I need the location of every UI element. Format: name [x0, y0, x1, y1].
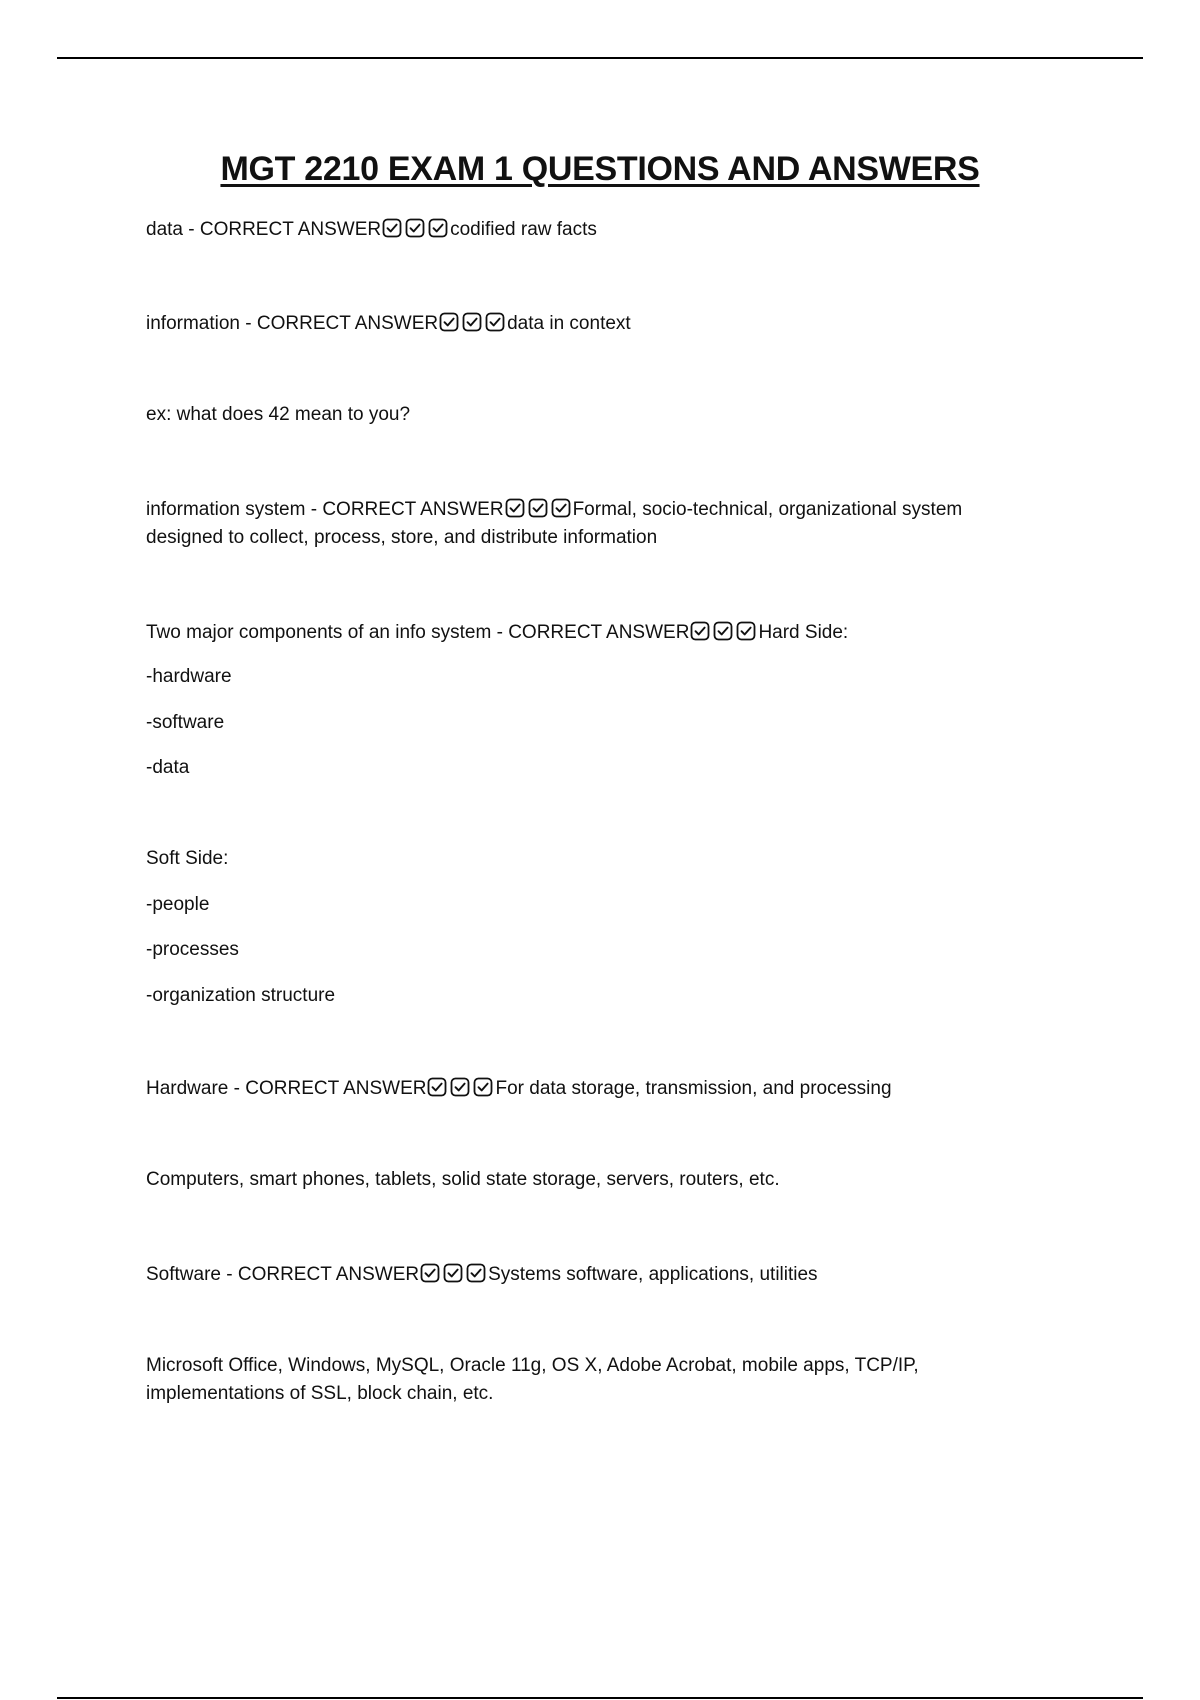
list-item: -data — [146, 757, 190, 778]
checkbox-check-icon — [443, 1263, 463, 1283]
checkbox-check-icon — [713, 621, 733, 641]
answer-separator: - CORRECT ANSWER — [305, 499, 504, 520]
list-item: -hardware — [146, 666, 232, 687]
checkbox-check-icon — [551, 498, 571, 518]
list-item: -software — [146, 712, 225, 733]
checkbox-check-icon — [473, 1077, 493, 1097]
term: information system — [146, 499, 306, 520]
term: Hardware — [146, 1078, 229, 1099]
text-line: implementations of SSL, block chain, etc. — [146, 1383, 494, 1404]
answer: Hard Side: — [758, 622, 849, 643]
qa-line-data — [146, 216, 1046, 247]
check-group — [419, 1263, 488, 1292]
qa-line-software — [146, 1261, 1046, 1292]
checkbox-check-icon — [485, 312, 505, 332]
check-group — [381, 218, 450, 247]
qa-line-information-system — [146, 496, 1046, 527]
text-line: ex: what does 42 mean to you? — [146, 404, 411, 425]
checkbox-check-icon — [420, 1263, 440, 1283]
text-line: Computers, smart phones, tablets, solid state storage, servers, routers, etc. — [146, 1169, 780, 1190]
check-group — [426, 1077, 495, 1106]
check-group — [689, 621, 758, 650]
list-item: -processes — [146, 939, 239, 960]
answer-separator: - CORRECT ANSWER — [491, 622, 690, 643]
checkbox-check-icon — [528, 498, 548, 518]
list-item: -organization structure — [146, 985, 336, 1006]
term: Two major components of an info system — [146, 622, 492, 643]
term: data — [146, 219, 183, 240]
bottom-rule — [57, 1697, 1143, 1699]
checkbox-check-icon — [690, 621, 710, 641]
top-rule — [57, 57, 1143, 59]
checkbox-check-icon — [505, 498, 525, 518]
text-line: Microsoft Office, Windows, MySQL, Oracle 11g, OS X, Adobe Acrobat, mobile apps, TCP/IP, — [146, 1355, 919, 1376]
checkbox-check-icon — [462, 312, 482, 332]
answer: Systems software, applications, utilities — [488, 1264, 818, 1285]
text-line: Soft Side: — [146, 848, 229, 869]
answer-separator: - CORRECT ANSWER — [182, 219, 382, 240]
check-group — [438, 312, 507, 341]
checkbox-check-icon — [428, 218, 448, 238]
text-line: designed to collect, process, store, and distribute information — [146, 527, 658, 548]
list-item: -people — [146, 894, 210, 915]
checkbox-check-icon — [382, 218, 402, 238]
checkbox-check-icon — [405, 218, 425, 238]
checkbox-check-icon — [736, 621, 756, 641]
answer-separator: - CORRECT ANSWER — [240, 313, 439, 334]
term: information — [146, 313, 240, 334]
answer: data in context — [507, 313, 631, 334]
answer-separator: - CORRECT ANSWER — [220, 1264, 420, 1285]
qa-line-information — [146, 310, 1046, 341]
page-title: MGT 2210 EXAM 1 QUESTIONS AND ANSWERS — [220, 150, 980, 188]
term: Software — [146, 1264, 221, 1285]
qa-line-hardware — [146, 1075, 1046, 1106]
qa-line-two-major-components — [146, 619, 1046, 650]
checkbox-check-icon — [450, 1077, 470, 1097]
answer: For data storage, transmission, and processing — [495, 1078, 892, 1099]
checkbox-check-icon — [466, 1263, 486, 1283]
checkbox-check-icon — [427, 1077, 447, 1097]
answer-separator: - CORRECT ANSWER — [228, 1078, 427, 1099]
checkbox-check-icon — [439, 312, 459, 332]
answer: codified raw facts — [450, 219, 597, 240]
check-group — [504, 498, 573, 527]
answer: Formal, socio-technical, organizational system — [572, 499, 963, 520]
